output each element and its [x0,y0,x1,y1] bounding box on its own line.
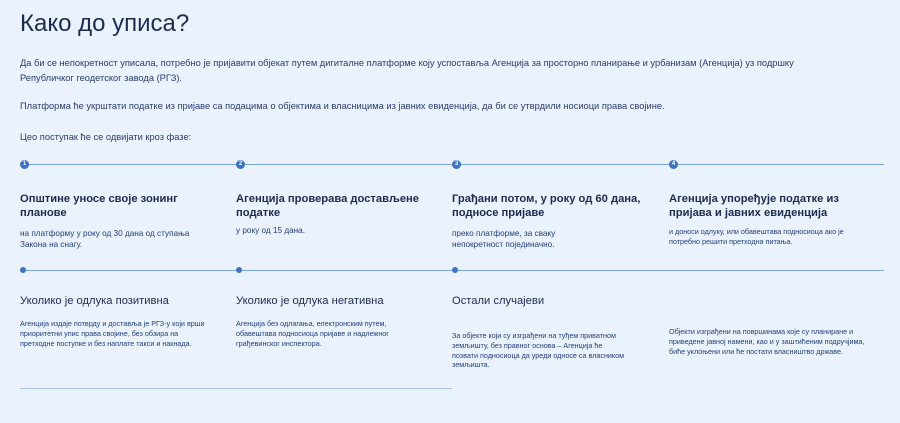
phase-1-marker: 1 [20,160,29,169]
outcome-3-title: Остали случајеви [452,295,545,307]
phase-1-text: на платформу у року од 30 дана од ступања Закона на снагу. [20,229,190,249]
phase-3-title: Грађани потом, у року од 60 дана, подносе пријаве [452,193,641,219]
outcome-2-text: Агенција без одлагања, електронским путем, обавештава подносиоца пријаве и надлежног грађевинског инспектора. [236,319,389,348]
phase-4-marker: 4 [669,160,678,169]
outcome-1-title: Уколико је одлука позитивна [20,295,169,307]
outcome-2-marker [236,267,242,273]
phase-3-marker: 3 [452,160,461,169]
phase-2-text: у року од 15 дана. [236,226,306,235]
phase-2-marker: 2 [236,160,245,169]
page-title: Како до уписа? [20,10,190,37]
bottom-divider [20,388,452,389]
phase-1-title: Општине уносе своје зонинг планове [20,193,178,219]
outcome-3-text: За објекте који су изграђени на туђем приватном земљишту, без правног основа – Агенција ће позвати подносиоца да уреди односе са власником земљишта. [452,331,625,370]
phase-4-title: Агенција упоређује податке из пријава и јавних евиденција [669,193,839,219]
outcome-4-text: Објекти изграђени на површинама које су планиране и приведене јавној намени, као и у заштићеним подручјима, биће уклоњени или ће постати власништво државе. [669,327,865,356]
outcome-1-text: Агенција издаје потврду и доставља је РГЗ-у који врши приоритетни упис права својине, без обзира на претходне поступке и без наплате такси и накнада. [20,319,205,348]
phase-3-text: преко платформе, за сваку непокретност појединачно. [452,229,556,249]
platform-paragraph: Платформа ће укрштати податке из пријаве са подацима о објектима и власницима из јавних евиденција, да би се утврдили носиоци права својине. [20,101,665,111]
outcome-2-title: Уколико је одлука негативна [236,295,384,307]
outcome-1-marker [20,267,26,273]
phases-intro: Цео поступак ће се одвијати кроз фазе: [20,132,192,142]
phase-4-text: и доноси одлуку, или обавештава подносиоца ако је потребно решити претходна питања. [669,227,844,246]
intro-paragraph: Да би се непокретност уписала, потребно је пријавити објекат путем дигиталне платформе коју успоставља Агенција за просторно планирање и урбанизам (Агенција) уз подршку Републичког геодетског завода (РГЗ). [20,58,794,83]
phase-2-title: Агенција проверава достављене податке [236,193,420,219]
outcome-3-marker [452,267,458,273]
